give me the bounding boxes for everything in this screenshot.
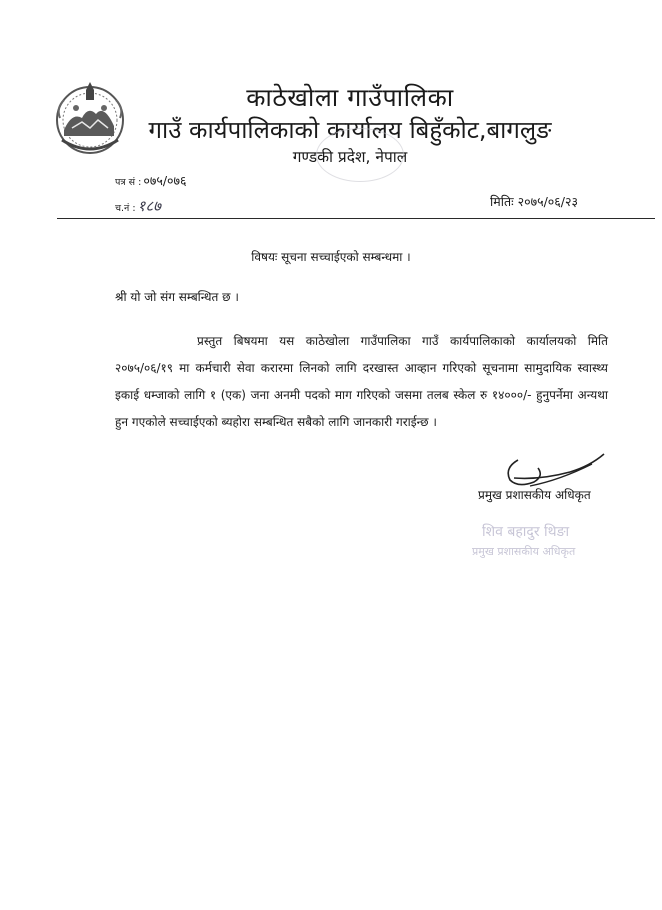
letter-number-label: पत्र सं : xyxy=(115,177,142,188)
letter-number-value: ०७५/०७६ xyxy=(143,173,187,188)
dispatch-number xyxy=(115,196,161,216)
stamp-name: शिव बहादुर थिङा xyxy=(482,524,570,540)
date-label: मितिः xyxy=(490,194,514,209)
province-line: गण्डकी प्रदेश, नेपाल xyxy=(292,148,408,166)
dispatch-number-value: १८७ xyxy=(137,197,161,215)
header-divider xyxy=(57,218,655,219)
salutation: श्री यो जो संग सम्बन्धित छ । xyxy=(115,290,239,304)
office-name: काठेखोला गाउँपालिका xyxy=(246,83,454,112)
executive-office-name: गाउँ कार्यपालिकाको कार्यालय बिहुँकोट,बागलुङ xyxy=(148,116,552,144)
nepal-emblem-icon xyxy=(52,78,128,160)
faint-stamp-impression xyxy=(316,128,404,182)
letter-number xyxy=(115,172,187,189)
subject-line: विषयः सूचना सच्चाईएको सम्बन्धमा । xyxy=(251,250,411,264)
body-paragraph: प्रस्तुत बिषयमा यस काठेखोला गाउँपालिका गाउँ कार्यपालिकाको कार्यालयको मिति २०७५/०६/१९ मा कर्मचारी सेवा करारमा लिनको लागि दरखास्त आव्हान गरिएको सूचनामा सामुदायिक स्वास्थ्य इकाई धम्जाको लागि १ (एक) जना अनमी पदको माग गरिएको जसमा तलब स्केल रु १४०००/- हुनुपर्नेमा अन्यथा हुन गएकोले सच्चाईएको ब्यहोरा सम्बन्धित सबैको लागि जानकारी गराईन्छ । xyxy=(115,334,608,429)
date-value: २०७५/०६/२३ xyxy=(517,194,579,209)
signatory-stamp xyxy=(472,520,622,568)
stamp-title: प्रमुख प्रशासकीय अधिकृत xyxy=(472,545,576,558)
handwritten-signature xyxy=(500,450,610,490)
dispatch-number-label: च.नं : xyxy=(115,203,136,214)
signatory-title: प्रमुख प्रशासकीय अधिकृत xyxy=(478,488,591,502)
letter-date xyxy=(490,193,578,210)
